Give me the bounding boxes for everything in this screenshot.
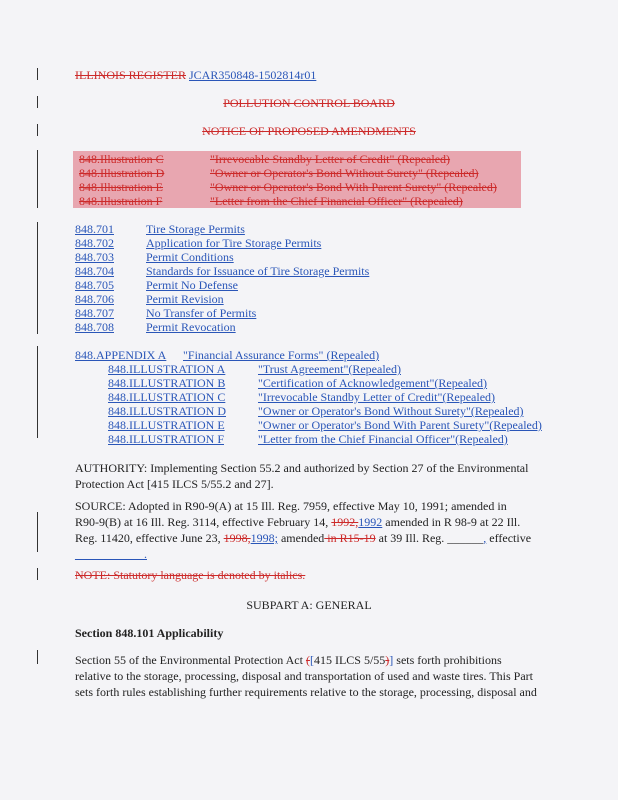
repealed-title: "Owner or Operator's Bond Without Surety" (Repealed)	[210, 166, 479, 180]
statutory-note: NOTE: Statutory language is denoted by italics.	[75, 568, 306, 582]
repealed-id: 848.Illustration D	[79, 166, 165, 180]
applicability-paragraph: Section 55 of the Environmental Protection Act ([415 ILCS 5/55)] sets forth prohibitions relative to the storage, processing, disposal and transportation of used and waste tires. This Part sets forth rules establishing further requirements relative to the storage, processing, disposal and	[75, 653, 537, 699]
repealed-id: 848.Illustration C	[79, 152, 164, 166]
section-title: Application for Tire Storage Permits	[146, 236, 322, 250]
repealed-id: 848.Illustration E	[79, 180, 163, 194]
appendix-illustration-id: 848.ILLUSTRATION F	[108, 432, 224, 446]
appendix-illustration-title: "Letter from the Chief Financial Officer"(Repealed)	[258, 432, 508, 446]
repealed-title: "Owner or Operator's Bond With Parent Surety" (Repealed)	[210, 180, 497, 194]
change-bar	[37, 150, 38, 208]
appendix-illustration-title: "Trust Agreement"(Repealed)	[258, 362, 401, 376]
notice-title: NOTICE OF PROPOSED AMENDMENTS	[202, 124, 416, 138]
appendix-illustration-id: 848.ILLUSTRATION D	[108, 404, 226, 418]
appendix-illustration-id: 848.ILLUSTRATION B	[108, 376, 226, 390]
page-header	[75, 68, 316, 82]
section-title: Standards for Issuance of Tire Storage Permits	[146, 264, 370, 278]
authority-paragraph: AUTHORITY: Implementing Section 55.2 and authorized by Section 27 of the Environmental Protection Act [415 ILCS 5/55.2 and 27].	[75, 461, 529, 491]
repealed-title: "Letter from the Chief Financial Officer" (Repealed)	[210, 194, 463, 208]
appendix-illustration-title: "Irrevocable Standby Letter of Credit"(Repealed)	[258, 390, 496, 404]
change-bar	[37, 512, 38, 552]
appendix-illustration-title: "Owner or Operator's Bond With Parent Surety"(Repealed)	[258, 418, 542, 432]
section-id: 848.706	[75, 292, 114, 306]
section-title: Tire Storage Permits	[146, 222, 245, 236]
source-paragraph: SOURCE: Adopted in R90-9(A) at 15 Ill. Reg. 7959, effective May 10, 1991; amended in R90-9(B) at 16 Ill. Reg. 3114, effective February 14, 1992,1992 amended in R 98-9 at 22 Ill. Reg. 11420, effective June 23, 1998,1998; amended in R15-19 at 39 Ill. Reg. ______, effective ________ ___.	[75, 499, 532, 561]
section-title: No Transfer of Permits	[146, 306, 257, 320]
appendix-illustration-id: 848.ILLUSTRATION A	[108, 362, 226, 376]
appendix-illustration-title: "Certification of Acknowledgement"(Repealed)	[258, 376, 488, 390]
section-id: 848.707	[75, 306, 114, 320]
repealed-title: "Irrevocable Standby Letter of Credit" (Repealed)	[210, 152, 451, 166]
section-id: 848.702	[75, 236, 114, 250]
change-bar	[37, 222, 38, 334]
section-id: 848.703	[75, 250, 114, 264]
section-title: Permit No Defense	[146, 278, 238, 292]
jcar-code: JCAR350848-1502814r01	[189, 68, 317, 82]
appendix-illustration-title: "Owner or Operator's Bond Without Surety"(Repealed)	[258, 404, 524, 418]
appendix-illustration-id: 848.ILLUSTRATION E	[108, 418, 225, 432]
change-bar	[37, 568, 38, 580]
change-bar	[37, 650, 38, 664]
appendix-illustration-id: 848.ILLUSTRATION C	[108, 390, 226, 404]
section-title: Permit Revocation	[146, 320, 236, 334]
section-heading: Section 848.101 Applicability	[75, 626, 224, 640]
change-bar	[37, 68, 38, 80]
section-id: 848.701	[75, 222, 114, 236]
section-title: Permit Revision	[146, 292, 224, 306]
board-title: POLLUTION CONTROL BOARD	[223, 96, 395, 110]
section-id: 848.704	[75, 264, 114, 278]
register-title: ILLINOIS REGISTER	[75, 68, 186, 82]
repealed-id: 848.Illustration F	[79, 194, 163, 208]
section-id: 848.708	[75, 320, 114, 334]
section-title: Permit Conditions	[146, 250, 234, 264]
change-bar	[37, 346, 38, 438]
subpart-heading: SUBPART A: GENERAL	[246, 598, 372, 612]
appendix-title: "Financial Assurance Forms" (Repealed)	[183, 348, 380, 362]
appendix-id: 848.APPENDIX A	[75, 348, 167, 362]
section-id: 848.705	[75, 278, 114, 292]
